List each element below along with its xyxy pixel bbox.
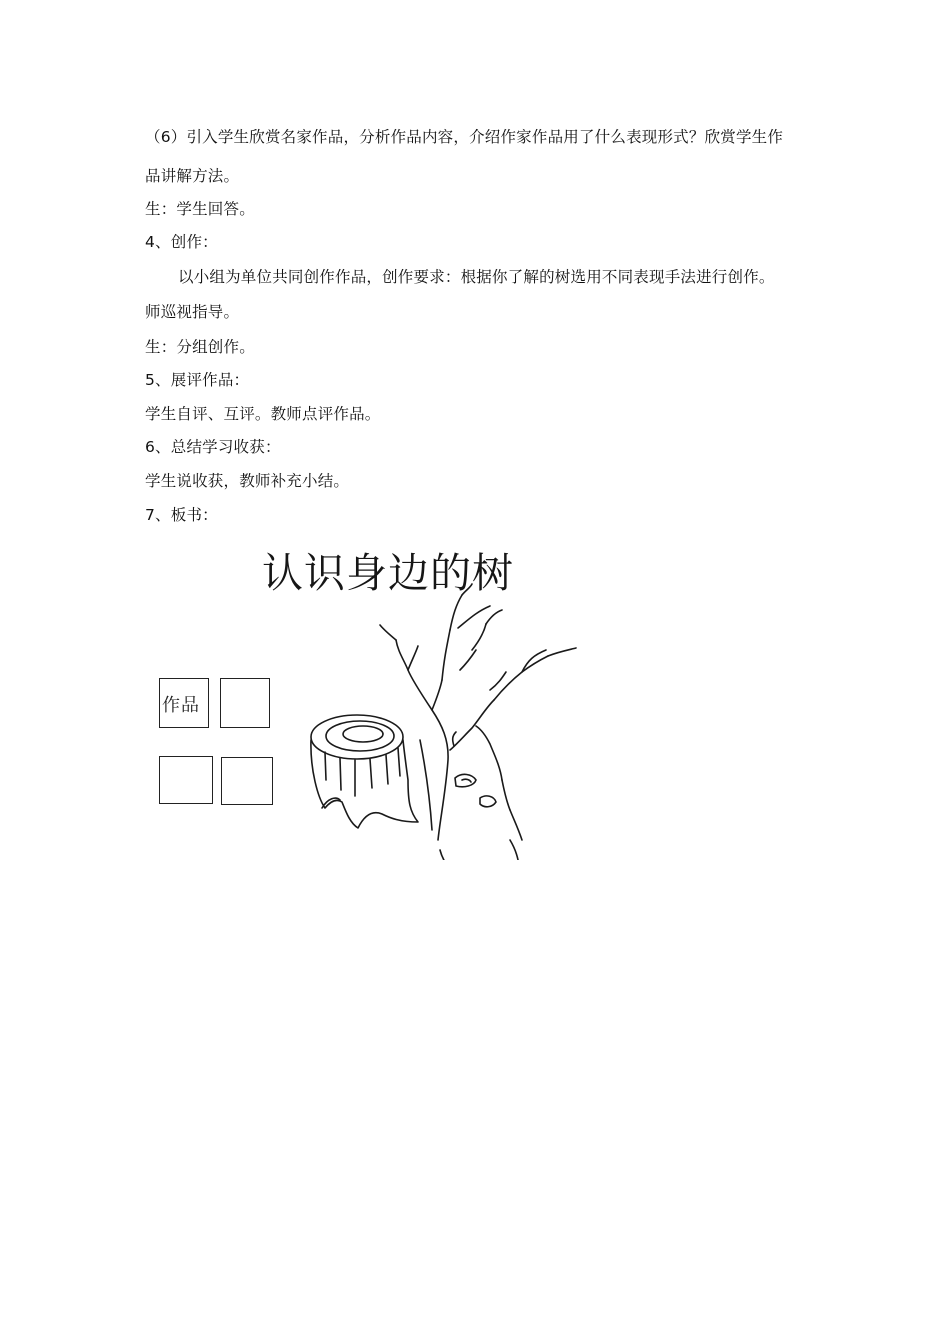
section-5-heading: 5、展评作品： (145, 371, 250, 389)
tree-knot-icon (455, 774, 496, 806)
tree-stump-icon (311, 715, 418, 828)
summary-line: 学生说收获，教师补充小结。 (145, 472, 350, 490)
board-title: 认识身边的树 (262, 549, 514, 597)
teacher-guidance-line: 师巡视指导。 (145, 303, 240, 321)
paragraph-6-intro: （6）引入学生欣赏名家作品，分析作品内容，介绍作家作品用了什么表现形式？欣赏学生作 (145, 128, 784, 146)
paragraph-6-continued: 品讲解方法。 (145, 167, 240, 185)
creation-requirement: 以小组为单位共同创作作品，创作要求：根据你了解的树选用不同表现手法进行创作。 (178, 268, 775, 286)
blackboard-sketch (150, 540, 600, 860)
section-7-heading: 7、板书： (145, 506, 218, 524)
artwork-box-label: 作品 (162, 695, 200, 716)
tree-drawing (150, 540, 600, 860)
section-4-heading: 4、创作： (145, 233, 218, 251)
bare-tree-icon (380, 584, 576, 860)
student-group-line: 生：分组创作。 (145, 338, 255, 356)
student-answer-line: 生：学生回答。 (145, 200, 255, 218)
section-6-heading: 6、总结学习收获： (145, 438, 281, 456)
evaluation-line: 学生自评、互评。教师点评作品。 (145, 405, 381, 423)
